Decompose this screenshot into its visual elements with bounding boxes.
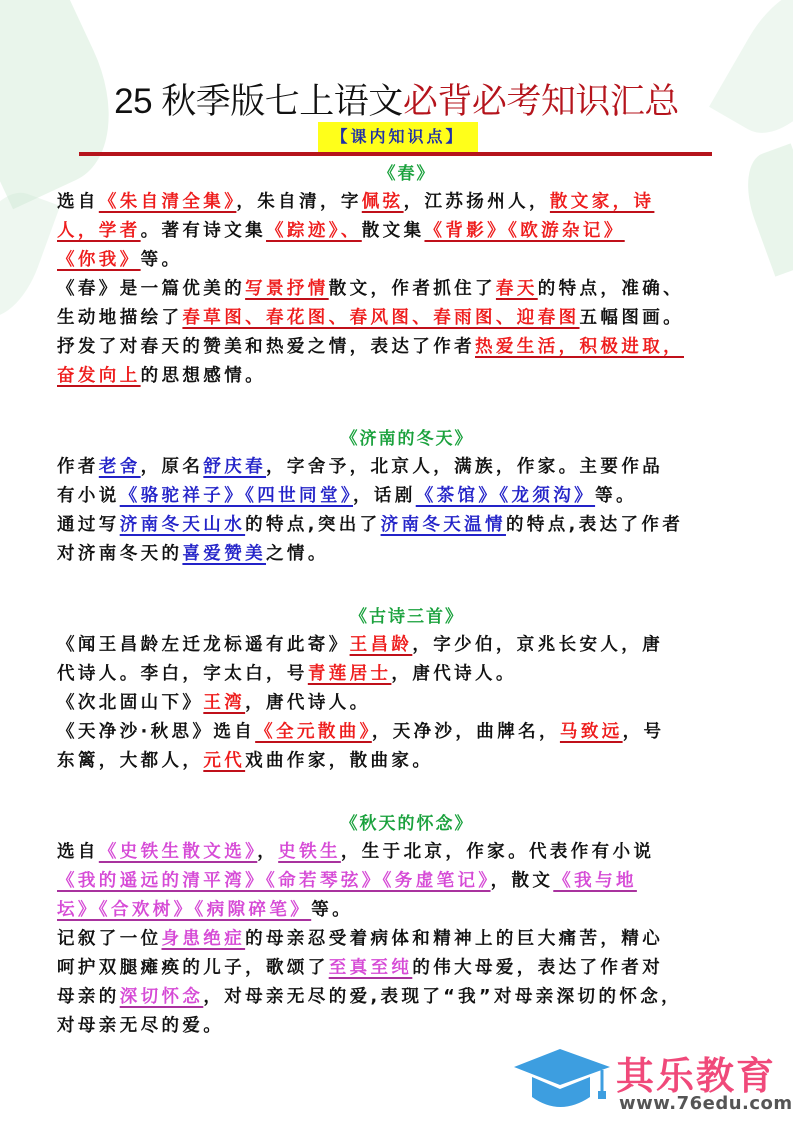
body-text: 戏曲作家，散曲家。: [245, 751, 434, 771]
section-gap: [57, 569, 757, 603]
body-text: ，字少伯，京兆长安人，唐: [412, 635, 664, 655]
text-line: [57, 983, 757, 1012]
text-line: [57, 954, 757, 983]
text-line: [57, 689, 757, 718]
key-term-highlight: 《朱自清全集》: [98, 192, 237, 212]
key-term-highlight: 《踪迹》、: [266, 221, 362, 241]
section-title: 《秋天的怀念》: [340, 814, 474, 834]
key-term-highlight: 身患绝症: [161, 929, 246, 949]
brand-url: www.76edu.com: [619, 1093, 793, 1114]
key-term-highlight: 热爱生活，积极进取，: [475, 337, 684, 357]
key-term-highlight: 深切怀念: [119, 987, 204, 1007]
title-divider: [79, 152, 712, 156]
body-text: ，散文: [490, 871, 554, 891]
key-term-highlight: 喜爱赞美: [182, 544, 267, 564]
key-term-highlight: 济南冬天温情: [380, 515, 506, 535]
body-text: 的伟大母爱，表达了作者对: [412, 958, 664, 978]
section-paragraph: [57, 275, 757, 391]
body-text: 等。: [311, 900, 354, 920]
body-text: 《闻王昌龄左迁龙标遥有此寄》: [57, 635, 350, 655]
body-text: ，生于北京，作家。代表作有小说: [340, 842, 655, 862]
section-paragraph: [57, 188, 757, 275]
body-text: ，唐代诗人。: [245, 693, 371, 713]
body-text: ，江苏扬州人，: [403, 192, 550, 212]
body-text: 选自: [57, 842, 99, 862]
key-term-highlight: 佩弦: [361, 192, 404, 212]
text-line: [57, 511, 757, 540]
text-line: [57, 333, 757, 362]
body-text: ，唐代诗人。: [391, 664, 517, 684]
decorative-leaf-left: [0, 182, 60, 328]
body-text: 《次北固山下》: [57, 693, 204, 713]
body-text: 等。: [595, 486, 637, 506]
body-text: ，对母亲无尽的爱,表现了“我”对母亲深切的怀念，: [203, 987, 683, 1007]
body-text: 五幅图画。: [579, 308, 685, 328]
key-term-highlight: 舒庆春: [203, 457, 267, 477]
body-text: 代诗人。李白，字太白，号: [57, 664, 308, 684]
body-text: 抒发了对春天的赞美和热爱之情，表达了作者: [57, 337, 475, 357]
text-line: [57, 453, 757, 482]
section-paragraph: [57, 453, 757, 569]
text-line: [57, 1012, 757, 1041]
text-line: [57, 660, 757, 689]
body-text: 的特点,表达了作者: [505, 515, 684, 535]
key-term-highlight: 《茶馆》《龙须沟》: [415, 486, 596, 506]
section-paragraph: [57, 838, 757, 925]
body-text: 通过写: [57, 515, 120, 535]
section-paragraph: [57, 631, 757, 776]
text-line: [57, 838, 757, 867]
key-term-highlight: 《史铁生散文选》: [98, 842, 258, 862]
body-text: ，号: [622, 722, 665, 742]
body-text: 《天净沙·秋思》选自: [57, 722, 256, 742]
section-paragraph: [57, 925, 757, 1041]
section-title: 《古诗三首》: [350, 607, 464, 627]
body-text: 的思想感情。: [140, 366, 267, 386]
content-body: [57, 160, 757, 1041]
body-text: ，字舍予，北京人，满族，作家。主要作品: [266, 457, 664, 477]
text-line: [57, 362, 757, 391]
key-term-highlight: 王昌龄: [349, 635, 413, 655]
body-text: ，朱自清，字: [236, 192, 362, 212]
body-text: 生动地描绘了: [57, 308, 183, 328]
section-title: 《春》: [378, 164, 436, 184]
body-text: 散文，作者抓住了: [328, 279, 496, 299]
page-title-red: 必背必考知识汇总: [402, 82, 679, 121]
body-text: 散文集: [361, 221, 425, 241]
key-term-highlight: 写景抒情: [245, 279, 329, 299]
key-term-highlight: 老舍: [98, 457, 141, 477]
text-line: [57, 246, 757, 275]
key-term-highlight: 散文家，诗: [549, 192, 655, 212]
key-term-highlight: 《全元散曲》: [255, 722, 372, 742]
body-text: 的母亲忍受着病体和精神上的巨大痛苦，精心: [245, 929, 664, 949]
text-line: [57, 540, 757, 569]
page-title: [0, 74, 793, 124]
body-text: 选自: [57, 192, 99, 212]
text-line: [57, 718, 757, 747]
section-gap: [57, 391, 757, 425]
key-term-highlight: 至真至纯: [328, 958, 413, 978]
body-text: 的特点，准确、: [537, 279, 685, 299]
key-term-highlight: 马致远: [559, 722, 623, 742]
graduation-cap-icon: [512, 1045, 612, 1115]
key-term-highlight: 春天: [495, 279, 538, 299]
text-line: [57, 217, 757, 246]
body-text: 呵护双腿瘫痪的儿子，歌颂了: [57, 958, 329, 978]
text-line: [57, 482, 757, 511]
body-text: 的特点,突出了: [245, 515, 381, 535]
body-text: ，天净沙，曲牌名，: [371, 722, 560, 742]
body-text: 《春》是一篇优美的: [57, 279, 246, 299]
body-text: 记叙了一位: [57, 929, 162, 949]
text-line: [57, 747, 757, 776]
key-term-highlight: 《我的遥远的清平湾》《命若琴弦》《务虚笔记》: [57, 871, 491, 891]
key-term-highlight: 春草图、春花图、春风图、春雨图、迎春图: [182, 308, 580, 328]
key-term-highlight: 《骆驼祥子》《四世同堂》: [119, 486, 354, 506]
key-term-highlight: 青莲居士: [307, 664, 392, 684]
key-term-highlight: 人，学者: [57, 221, 141, 241]
key-term-highlight: 《你我》: [57, 250, 141, 270]
text-line: [57, 188, 757, 217]
body-text: ，话剧: [353, 486, 416, 506]
section-gap: [57, 776, 757, 810]
text-line: [57, 867, 757, 896]
text-line: [57, 631, 757, 660]
key-term-highlight: 王湾: [203, 693, 246, 713]
body-text: 对济南冬天的: [57, 544, 183, 564]
key-term-highlight: 坛》《合欢树》《病隙碎笔》: [57, 900, 312, 920]
key-term-highlight: 元代: [203, 751, 246, 771]
page-title-black: 25 秋季版七上语文: [114, 82, 403, 121]
key-term-highlight: 《我与地: [553, 871, 637, 891]
brand-name: 其乐教育: [616, 1054, 777, 1098]
text-line: [57, 896, 757, 925]
section-title: 《济南的冬天》: [340, 429, 474, 449]
text-line: [57, 275, 757, 304]
body-text: 之情。: [266, 544, 329, 564]
body-text: 东篱，大都人，: [57, 751, 204, 771]
body-text: 有小说: [57, 486, 120, 506]
brand-logo: [512, 1043, 793, 1118]
text-line: [57, 304, 757, 333]
key-term-highlight: 史铁生: [278, 842, 341, 862]
body-text: 对母亲无尽的爱。: [57, 1016, 225, 1036]
key-term-highlight: 《背影》《欧游杂记》: [424, 221, 625, 241]
key-term-highlight: 奋发向上: [57, 366, 141, 386]
body-text: ，: [257, 842, 279, 862]
key-term-highlight: 济南冬天山水: [119, 515, 246, 535]
body-text: ，原名: [140, 457, 204, 477]
body-text: 母亲的: [57, 987, 120, 1007]
body-text: 作者: [57, 457, 99, 477]
body-text: 。著有诗文集: [140, 221, 267, 241]
subtitle-badge: 【课内知识点】: [318, 122, 478, 152]
body-text: 等。: [140, 250, 183, 270]
text-line: [57, 925, 757, 954]
